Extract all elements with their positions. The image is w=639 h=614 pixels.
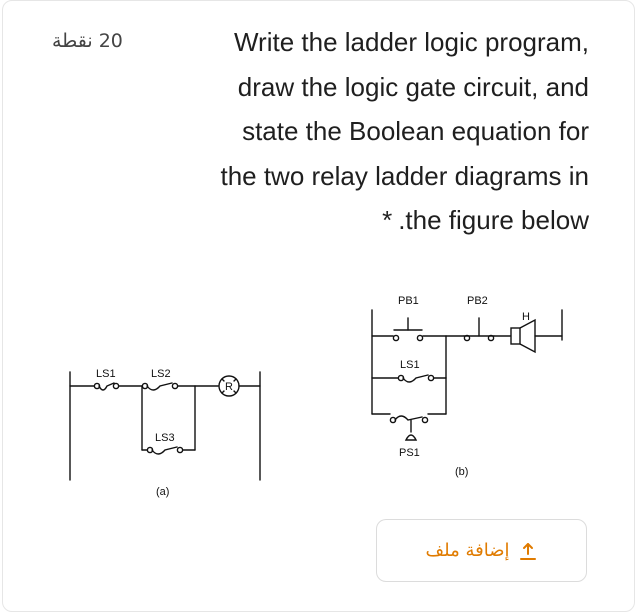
label-pb2: PB2	[467, 295, 488, 307]
ls2-switch	[142, 383, 177, 390]
question-line-5-text: .the figure below	[398, 205, 589, 235]
label-h: H	[522, 311, 530, 323]
upload-icon	[519, 541, 537, 561]
label-coil-r: R	[225, 381, 233, 393]
label-ls3: LS3	[155, 432, 175, 444]
pb1-pushbutton	[393, 318, 422, 341]
caption-a: (a)	[156, 486, 170, 498]
question-line-2: draw the logic gate circuit, and	[237, 71, 589, 102]
points-label: 20 نقطة	[52, 30, 123, 52]
ls1-switch-b	[398, 375, 433, 382]
add-file-label: إضافة ملف	[425, 540, 510, 561]
ls1-switch-a	[94, 383, 118, 390]
label-pb1: PB1	[398, 295, 419, 307]
label-ps1: PS1	[399, 447, 420, 459]
ladder-diagram-b	[372, 310, 562, 440]
question-line-4: the two relay ladder diagrams in	[220, 160, 589, 191]
ps1-switch	[390, 416, 427, 440]
required-asterisk: *	[382, 205, 393, 235]
label-ls1-b: LS1	[400, 359, 420, 371]
pb2-pushbutton	[464, 318, 494, 341]
caption-b: (b)	[455, 466, 469, 478]
question-line-1: Write the ladder logic program,	[233, 27, 589, 57]
ls3-switch	[147, 447, 182, 454]
horn-h	[511, 320, 535, 352]
question-line-3: state the Boolean equation for	[242, 116, 589, 146]
label-ls1-a: LS1	[96, 368, 116, 380]
add-file-button[interactable]	[376, 519, 587, 582]
label-ls2: LS2	[151, 368, 171, 380]
